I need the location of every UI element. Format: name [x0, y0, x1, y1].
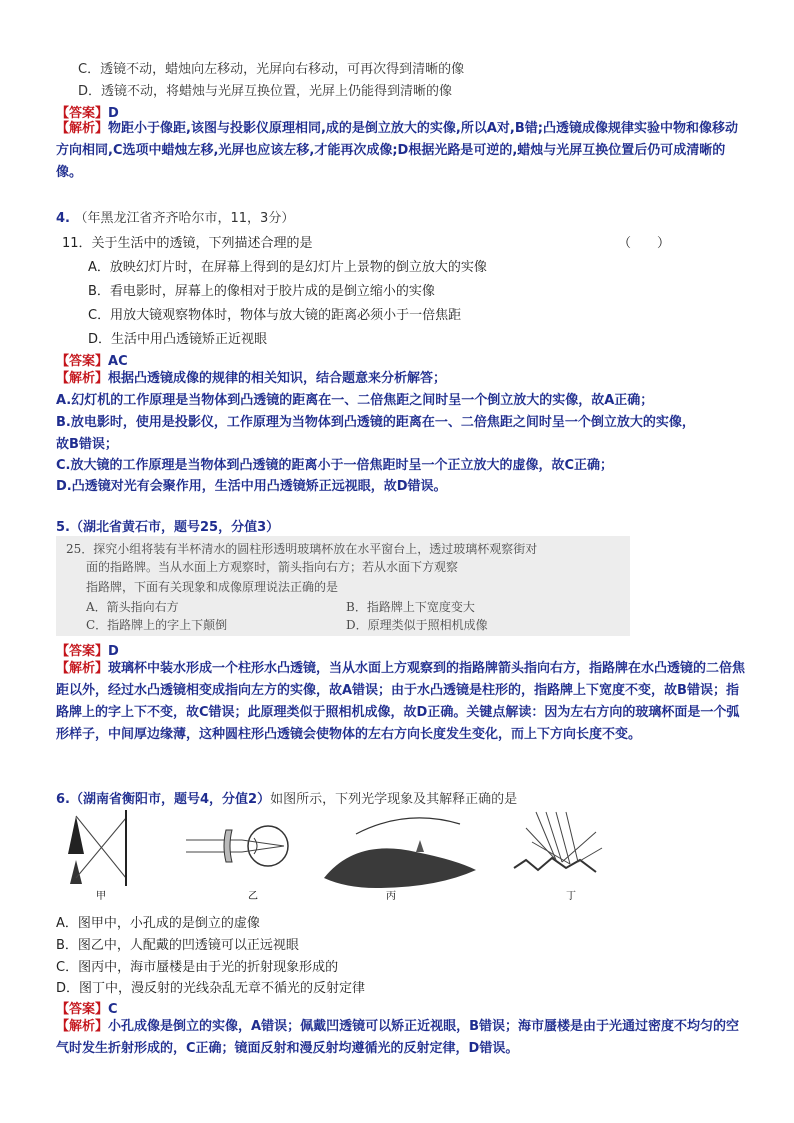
option-d: D．图丁中，漫反射的光线杂乱无章不循光的反射定律 [56, 981, 366, 996]
option-d: D．生活中用凸透镜矫正近视眼 [88, 332, 268, 347]
eye-lens-diagram [186, 826, 288, 866]
explanation-tag: 【解析】 [56, 661, 109, 676]
candle-object-shape [68, 816, 84, 854]
explanation-tag: 【解析】 [56, 1019, 109, 1034]
question-source: （年黑龙江省齐齐哈尔市，11，3分） [74, 211, 295, 226]
answer-value: D [108, 106, 119, 121]
question-header-6 [56, 788, 517, 807]
explanation-4-line-1 [56, 368, 446, 390]
option-d: D．透镜不动，将蜡烛与光屏互换位置，光屏上仍能得到清晰的像 [78, 84, 453, 99]
answer-tag: 【答案】 [56, 644, 109, 659]
explanation-4-line-6: D.凸透镜对光有会聚作用，生活中用凸透镜矫正远视眼，故D错误。 [56, 479, 447, 494]
answer-paren: （ ） [618, 236, 671, 251]
answer-tag: 【答案】 [56, 1002, 109, 1017]
question-stem: 如图所示，下列光学现象及其解释正确的是 [270, 792, 518, 807]
answer-tag: 【答案】 [56, 106, 109, 121]
figure-label-yi: 乙 [248, 891, 258, 902]
explanation-tag: 【解析】 [56, 121, 109, 136]
question-header-5: 5.（湖北省黄石市，题号25，分值3） [56, 520, 280, 535]
option-a: A．图甲中，小孔成的是倒立的虚像 [56, 916, 260, 931]
explanation-5 [56, 658, 746, 746]
pinhole-diagram [68, 810, 126, 886]
answer-block-5 [56, 640, 119, 659]
explanation-4-line-4: 故B错误； [56, 437, 118, 452]
explanation-text: 小孔成像是倒立的实像，A错误；佩戴凹透镜可以矫正近视眼，B错误；海市蜃楼是由于光通过密度不均匀的空气时发生折射形成的，C正确；镜面反射和漫反射均遵循光的反射定律，D错误。 [56, 1019, 739, 1056]
scan-line-2: 面的指路牌。当从水面上方观察时，箭头指向右方；若从水面下方观察 [86, 560, 459, 574]
figure-label-ding: 丁 [566, 891, 576, 902]
scan-line-3: 指路牌，下面有关现象和成像原理说法正确的是 [86, 580, 339, 594]
answer-tag: 【答案】 [56, 354, 109, 369]
explanation-tag: 【解析】 [56, 371, 109, 386]
explanation-6 [56, 1016, 746, 1060]
option-b: B．图乙中，人配戴的凹透镜可以正远视眼 [56, 938, 299, 953]
explanation-4-line-2: A.幻灯机的工作原理是当物体到凸透镜的距离在一、二倍焦距之间时呈一个倒立放大的实像，故A正确； [56, 393, 654, 408]
answer-value: D [108, 644, 119, 659]
explanation-4-line-3: B.放电影时，使用是投影仪，工作原理为当物体到凸透镜的距离在一、二倍焦距之间时呈一个倒立放大的实像， [56, 415, 695, 430]
explanation-3 [56, 118, 746, 184]
explanation-4-line-5: C.放大镜的工作原理是当物体到凸透镜的距离小于一倍焦距时呈一个正立放大的虚像，故C正确； [56, 458, 614, 473]
explanation-text: 根据凸透镜成像的规律的相关知识，结合题意来分析解答； [108, 371, 447, 386]
scanned-question-image [56, 536, 630, 636]
explanation-text: 物距小于像距,该图与投影仪原理相同,成的是倒立放大的实像,所以A对,B错;凸透镜成像规律实验中物和像移动方向相同,C选项中蜡烛左移,光屏也应该左移,才能再次成像;D根据光路是可逆的,蜡烛与光屏互换位置后仍可成清晰的像。 [56, 121, 738, 180]
explanation-text: 玻璃杯中装水形成一个柱形水凸透镜，当从水面上方观察到的指路牌箭头指向右方，指路牌在水凸透镜的二倍焦距以外，经过水凸透镜相变成指向左方的实像，故A错误；由于水凸透镜是柱形的，指路牌上下宽度不变，故B错误；指路牌上的字上下不变，故C错误；此原理类似于照相机成像，故D正确。关键点解读：因为左右方向的玻璃杯面是一个弧形样子，中间厚边缘薄，这种圆柱形凸透镜会使物体的左右方向长度发生变化，而上下方向长度不变。 [56, 661, 746, 742]
figure-label-bing: 丙 [386, 891, 396, 902]
candle-image-shape [70, 860, 82, 884]
question-header-4 [56, 207, 294, 226]
scan-option-a: A．箭头指向右方 [86, 600, 179, 614]
answer-block-4 [56, 350, 128, 369]
answer-value: AC [108, 354, 128, 369]
answer-block-6 [56, 998, 118, 1017]
question-source: 6.（湖南省衡阳市，题号4，分值2） [56, 792, 271, 807]
scan-option-d: D．原理类似于照相机成像 [346, 618, 488, 632]
figure-label-jia: 甲 [96, 891, 106, 902]
scan-line-1: 25．探究小组将装有半杯清水的圆柱形透明玻璃杯放在水平窗台上，透过玻璃杯观察街对 [66, 542, 538, 556]
question-stem-4: 11．关于生活中的透镜，下列描述合理的是 [62, 236, 313, 251]
mirage-diagram [324, 818, 476, 888]
answer-value: C [108, 1002, 118, 1017]
scan-option-c: C．指路牌上的字上下颠倒 [86, 618, 228, 632]
option-b: B．看电影时，屏幕上的像相对于胶片成的是倒立缩小的实像 [88, 284, 435, 299]
option-c: C．透镜不动，蜡烛向左移动，光屏向右移动，可再次得到清晰的像 [78, 62, 465, 77]
option-c: C．图丙中，海市蜃楼是由于光的折射现象形成的 [56, 960, 339, 975]
option-a: A．放映幻灯片时，在屏幕上得到的是幻灯片上景物的倒立放大的实像 [88, 260, 487, 275]
diffuse-reflection-diagram [514, 812, 602, 872]
option-c: C．用放大镜观察物体时，物体与放大镜的距离必须小于一倍焦距 [88, 308, 462, 323]
optics-figure [56, 808, 606, 904]
scan-option-b: B．指路牌上下宽度变大 [346, 600, 475, 614]
question-number: 4. [56, 211, 70, 226]
